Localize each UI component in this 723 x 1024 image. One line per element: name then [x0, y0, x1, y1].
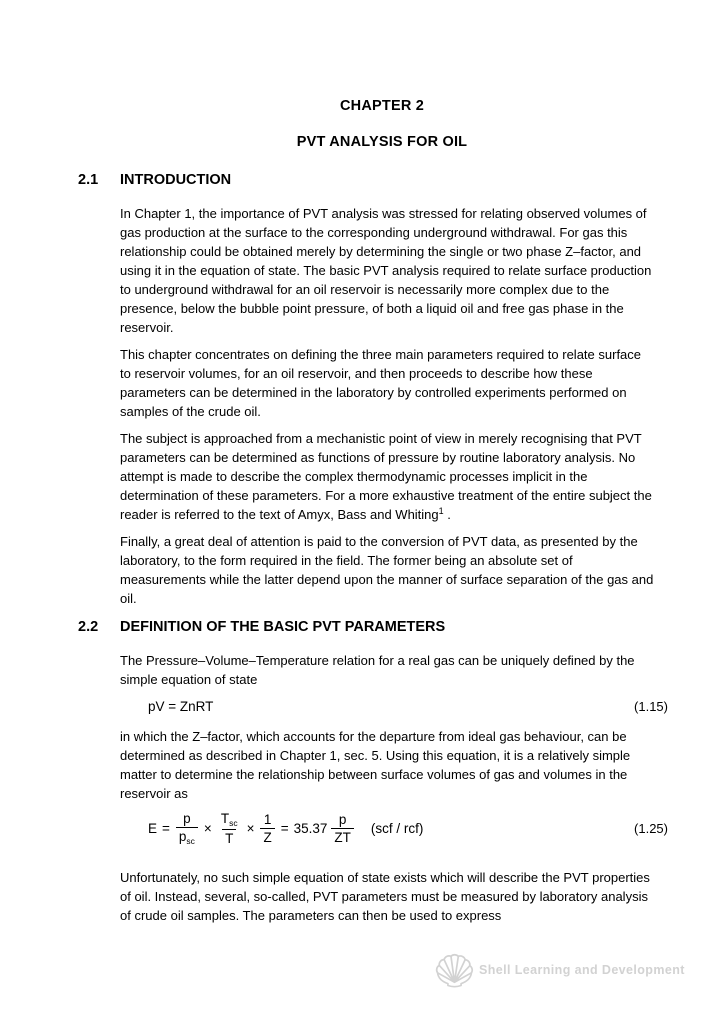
fraction [176, 811, 198, 846]
paragraph: Finally, a great deal of attention is paid to the conversion of PVT data, as presented by the laboratory, to the form required in the field. The former being an absolute set of measurements while the latter depend upon the manner of surface separation of the gas and oil. [120, 534, 654, 606]
fraction [260, 812, 274, 845]
equation-body: pV = ZnRT [148, 699, 214, 714]
paragraph: This chapter concentrates on defining the three main parameters required to relate surface to reservoir volumes, for an oil reservoir, and then proceeds to describe how these parameters can be determined in the laboratory by controlled experiments performed on samples of the crude oil. [120, 347, 642, 419]
equation-1-15 [120, 697, 668, 716]
section-heading-2-2 [78, 620, 668, 635]
num-base: T [220, 811, 230, 826]
subscript: sc [229, 818, 238, 828]
section-number: 2.2 [78, 619, 99, 635]
equation-number: (1.25) [634, 821, 668, 836]
equation-units: (scf / rcf) [370, 821, 424, 836]
paragraph: in which the Z–factor, which accounts for the departure from ideal gas behaviour, can be determined as described in Chapter 1, sec. 5. Using this equation, it is a relatively simple matter to determine the relationship between surface volumes of gas and volumes in the reservoir as [120, 729, 631, 801]
section-title: INTRODUCTION [120, 172, 232, 188]
denominator: Z [260, 828, 274, 845]
denominator: ZT [331, 828, 354, 845]
paragraph: Unfortunately, no such simple equation of state exists which will describe the PVT properties of oil. Instead, several, so-called, PVT parameters must be measured by laboratory analysis of crude oil samples. The parameters can then be used to express [120, 870, 650, 923]
paragraph: The Pressure–Volume–Temperature relation for a real gas can be uniquely defined by the simple equation of state [120, 653, 635, 687]
footer-brand-text: Shell Learning and Development [479, 963, 685, 977]
paragraph: In Chapter 1, the importance of PVT analysis was stressed for relating observed volumes of gas production at the surface to the corresponding underground withdrawal. For gas this relationship could be obtained merely by determining the single or two phase Z–factor, and using it in the equation of state. The basic PVT analysis required to relate surface production to underground withdrawal for an oil reservoir is necessarily more complex due to the presence, below the bubble point pressure, of both a liquid oil and free gas phase in the reservoir. [120, 206, 652, 335]
section-body-2-2 [120, 651, 668, 925]
equation-body [148, 811, 423, 846]
subscript: sc [186, 836, 195, 846]
section-title: DEFINITION OF THE BASIC PVT PARAMETERS [120, 619, 446, 635]
numerator: p [338, 812, 347, 827]
fraction [218, 811, 241, 846]
chapter-label: CHAPTER 2 [340, 98, 424, 114]
denominator: T [222, 829, 236, 846]
den-base: p [178, 829, 187, 844]
denominator [176, 827, 198, 846]
numerator: 1 [263, 812, 272, 827]
shell-pecten-logo-icon [431, 950, 478, 990]
equals-sign: = [162, 821, 170, 836]
fraction [331, 812, 354, 845]
section-body-2-1 [120, 204, 668, 608]
paragraph-text: The subject is approached from a mechanistic point of view in merely recognising that PVT parameters can be determined as functions of pressure by routine laboratory analysis. No attempt is made to describe the complex thermodynamic processes implicit in the determination of these parameters. For a more exhaustive treatment of the entire subject the reader is referred to the text of Amyx, Bass and Whiting [120, 431, 652, 522]
numerator: p [183, 811, 191, 826]
footer [431, 950, 685, 990]
section-heading-2-1 [78, 173, 668, 188]
footnote-marker: 1 [438, 506, 444, 516]
times-sign: × [203, 821, 212, 836]
paragraph-tail: . [443, 507, 451, 522]
section-number: 2.1 [78, 172, 99, 188]
coefficient: 35.37 [293, 821, 328, 836]
times-sign: × [246, 821, 255, 836]
chapter-title: PVT ANALYSIS FOR OIL [296, 134, 468, 150]
equals-sign: = [280, 821, 289, 836]
eq-lhs: E [148, 821, 158, 836]
equation-number: (1.15) [634, 699, 668, 714]
equation-1-25 [120, 811, 668, 846]
paragraph [120, 429, 655, 524]
numerator [218, 811, 241, 829]
